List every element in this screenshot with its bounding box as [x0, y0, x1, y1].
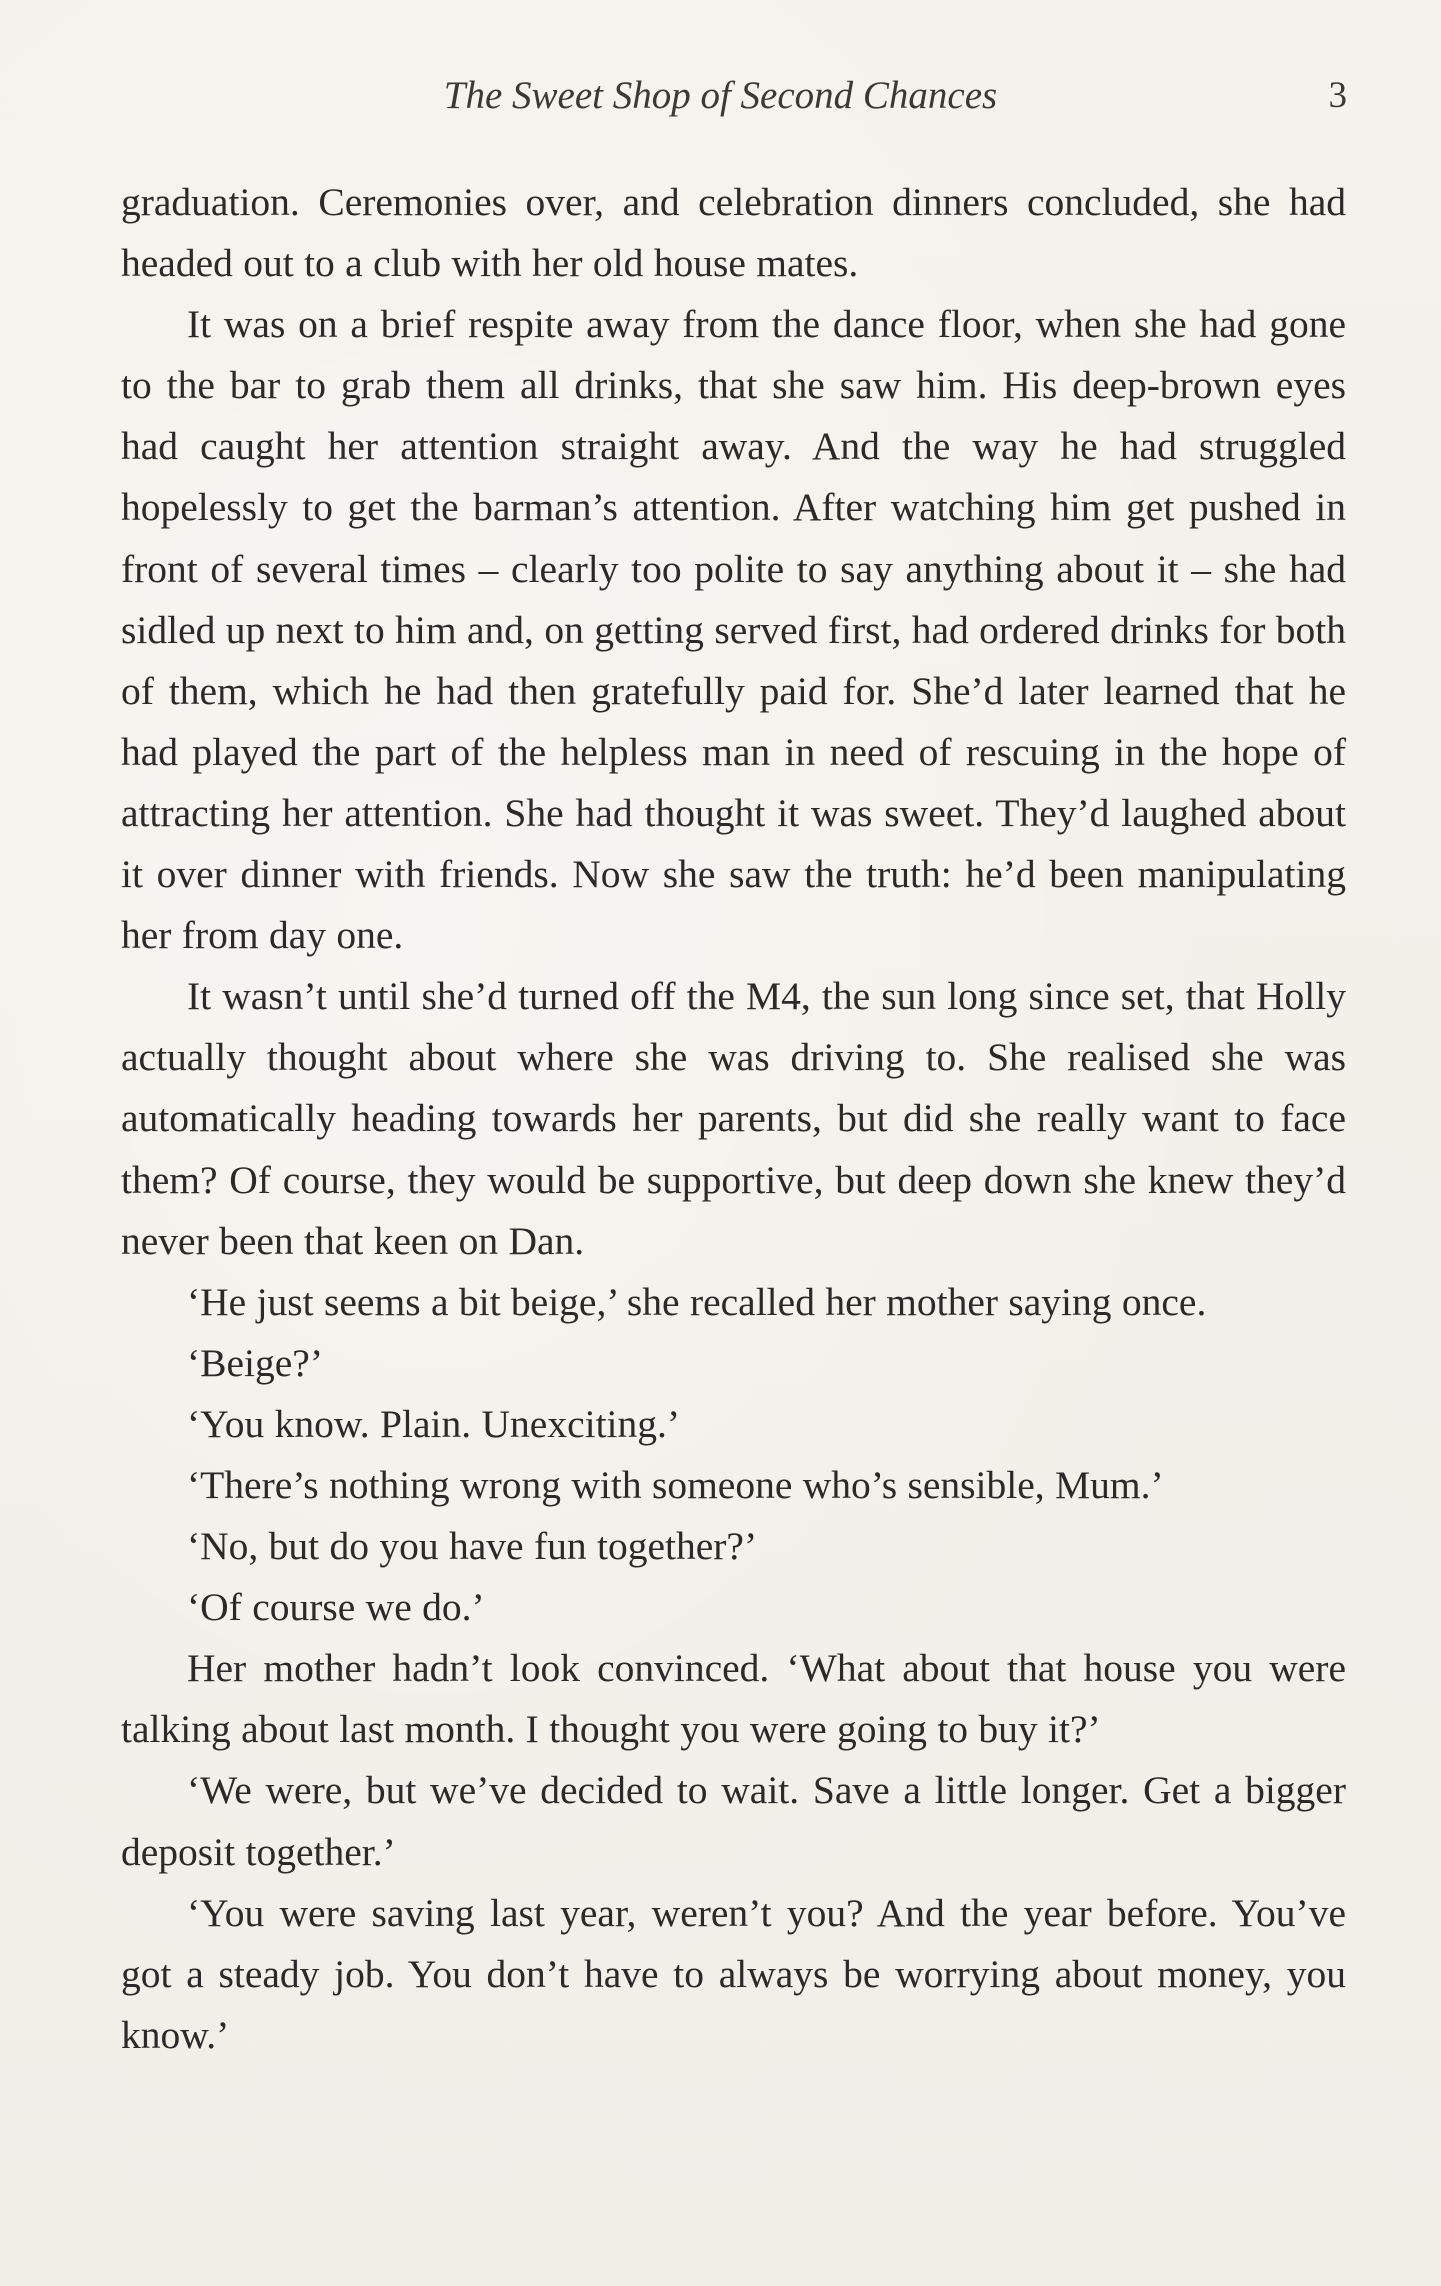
dialogue-line: ‘Beige?’	[187, 1340, 323, 1385]
dialogue-line: ‘You know. Plain. Unexciting.’	[187, 1401, 681, 1446]
dialogue-line: ‘Of course we do.’	[187, 1585, 485, 1630]
running-title: The Sweet Shop of Second Chances	[443, 74, 998, 117]
dialogue-line: ‘There’s nothing wrong with someone who’s sensible, Mum.’	[187, 1462, 1164, 1507]
paragraph: Her mother hadn’t look convinced. ‘What about that house you were talking about last month. I thought you were going to buy it?’	[121, 1646, 1346, 1752]
paragraph: It wasn’t until she’d turned off the M4, the sun long since set, that Holly actually thought about where she was driving to. She realised she was automatically heading towards her parents, but did she really want to face them? Of course, they would be supportive, but deep down she knew they’d never been that keen on Dan.	[121, 974, 1346, 1263]
paragraph: ‘You were saving last year, weren’t you? And the year before. You’ve got a steady job. You don’t have to always be worrying about money, you know.’	[121, 1890, 1346, 2057]
dialogue-line: ‘He just seems a bit beige,’ she recalled her mother saying once.	[187, 1279, 1207, 1324]
paragraph: It was on a brief respite away from the dance floor, when she had gone to the bar to grab them all drinks, that she saw him. His deep-brown eyes had caught her attention straight away. And the way he had struggled hopelessly to get the barman’s attention. After watching him get pushed in front of several times – clearly too polite to say anything about it – she had sidled up next to him and, on getting served first, had ordered drinks for both of them, which he had then gratefully paid for. She’d later learned that he had played the part of the helpless man in need of rescuing in the hope of attracting her attention. She had thought it was sweet. They’d laughed about it over dinner with friends. Now she saw the truth: he’d been manipulating her from day one.	[121, 302, 1346, 958]
page-number: 3	[1328, 75, 1347, 116]
body-text	[121, 172, 1346, 2066]
paragraph-continued: graduation. Ceremonies over, and celebration dinners concluded, she had headed out to a club with her old house mates.	[121, 180, 1346, 286]
paragraph: ‘We were, but we’ve decided to wait. Save a little longer. Get a bigger deposit together.’	[121, 1768, 1346, 1874]
dialogue-line: ‘No, but do you have fun together?’	[187, 1524, 758, 1569]
running-header	[0, 66, 1441, 126]
